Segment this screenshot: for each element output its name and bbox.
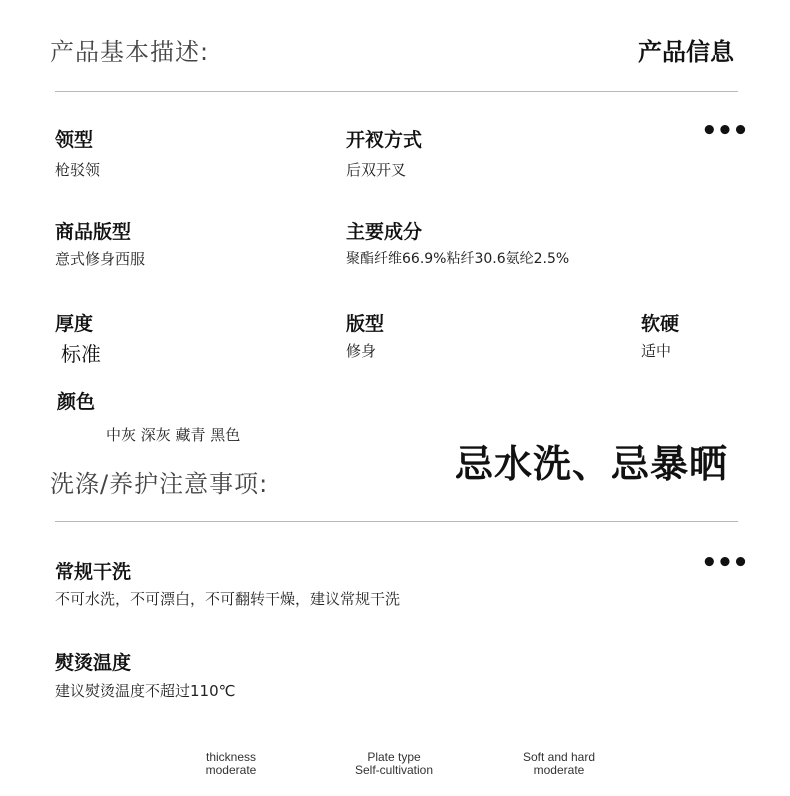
footer-soft-line1: Soft and hard: [522, 750, 596, 764]
ironing-value: 建议熨烫温度不超过110℃: [55, 682, 236, 700]
footer-soft-hard: [510, 751, 608, 777]
color-label: 颜色: [57, 391, 96, 413]
version-label: 商品版型: [55, 221, 132, 243]
care-notice: 忌水洗、忌暴晒: [455, 442, 729, 486]
fit-label: 版型: [346, 313, 385, 335]
footer-plate-type: [342, 751, 446, 777]
softness-value: 适中: [641, 342, 672, 360]
footer-thickness: [190, 751, 272, 777]
divider: [55, 91, 738, 92]
dry-clean-label: 常规干洗: [55, 561, 132, 583]
color-values: 中灰 深灰 藏青 黑色: [106, 426, 241, 444]
fit-value: 修身: [346, 342, 377, 360]
ironing-label: 熨烫温度: [55, 652, 132, 674]
material-label: 主要成分: [346, 221, 423, 243]
footer-thickness-line1: thickness: [205, 750, 257, 764]
product-info-title: 产品信息: [638, 38, 734, 66]
footer-thickness-line2: moderate: [205, 763, 257, 777]
thickness-label: 厚度: [55, 313, 94, 335]
care-title: 洗涤/养护注意事项:: [50, 470, 269, 498]
divider: [55, 521, 738, 522]
softness-label: 软硬: [641, 313, 680, 335]
footer-plate-line1: Plate type: [367, 750, 421, 764]
collar-label: 领型: [55, 129, 94, 151]
description-title: 产品基本描述:: [50, 38, 210, 66]
more-icon[interactable]: •••: [701, 548, 748, 578]
opening-value: 后双开叉: [346, 161, 407, 179]
thickness-value: 标准: [61, 342, 101, 366]
collar-value: 枪驳领: [55, 161, 101, 179]
footer-soft-line2: moderate: [533, 763, 585, 777]
material-value: 聚酯纤维66.9%粘纤30.6氨纶2.5%: [346, 251, 570, 267]
more-icon[interactable]: •••: [701, 116, 748, 146]
footer-plate-line2: Self-cultivation: [354, 763, 434, 777]
opening-label: 开衩方式: [346, 129, 423, 151]
dry-clean-value: 不可水洗，不可漂白，不可翻转干燥，建议常规干洗: [55, 590, 401, 608]
version-value: 意式修身西服: [55, 250, 146, 268]
